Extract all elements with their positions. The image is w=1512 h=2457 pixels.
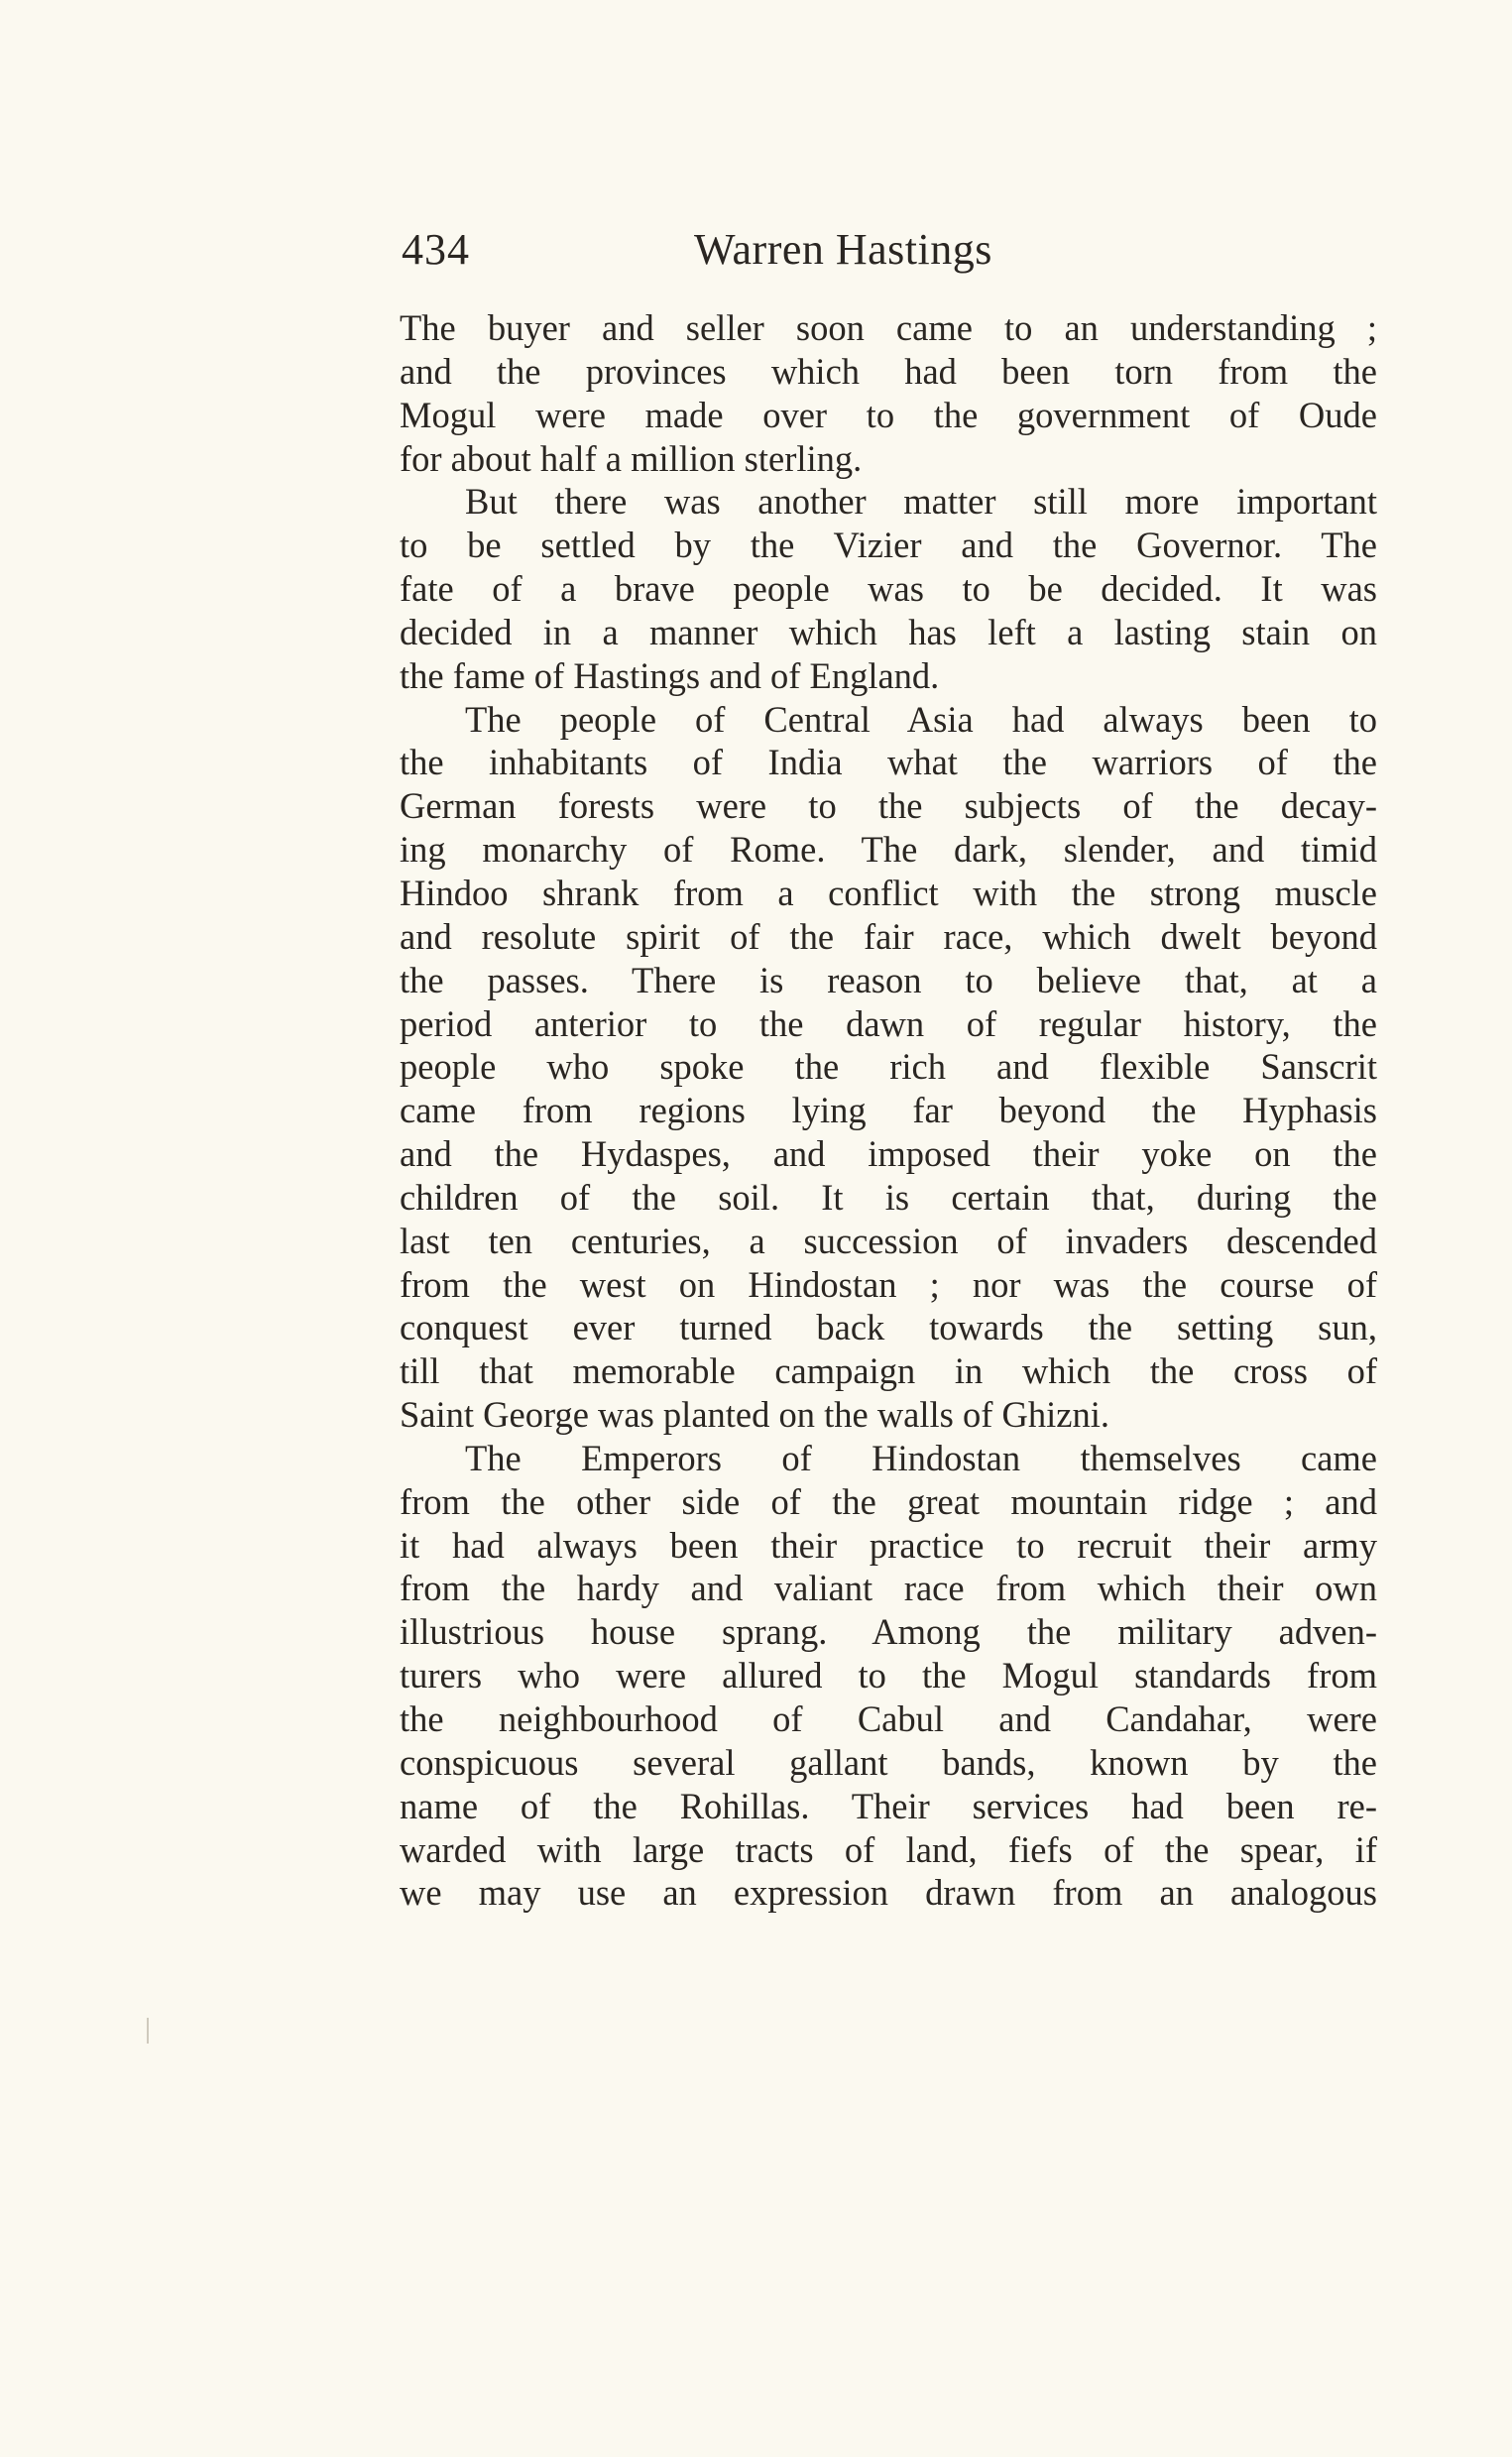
text-line: to be settled by the Vizier and the Governor. The [400,525,1377,566]
running-title: Warren Hastings [694,225,992,274]
paragraph-start-line: But there was another matter still more important [465,481,1377,523]
text-line: the passes. There is reason to believe that, at a [400,959,1377,1000]
text-line: the inhabitants of India what the warriors of the [400,742,1377,783]
text-line: Hindoo shrank from a conflict with the strong muscle [400,872,1377,913]
text-line: people who spoke the rich and flexible Sanscrit [400,1046,1377,1088]
text-line: and the Hydaspes, and imposed their yoke on the [400,1133,1377,1175]
text-line: period anterior to the dawn of regular history, the [400,1002,1377,1044]
text-line: Mogul were made over to the government of Oude [400,394,1377,435]
text-line: turers who were allured to the Mogul standards from [400,1655,1377,1696]
text-line: from the hardy and valiant race from which their own [400,1568,1377,1609]
text-line: for about half a million sterling. [400,437,863,479]
text-line: till that memorable campaign in which the cross of [400,1350,1377,1392]
text-line: German forests were to the subjects of the decay- [400,785,1377,827]
text-line: illustrious house sprang. Among the military adven- [400,1611,1377,1653]
text-line: decided in a manner which has left a lasting stain on [400,611,1377,652]
text-line: we may use an expression drawn from an analogous [400,1872,1377,1914]
text-line: ing monarchy of Rome. The dark, slender, and timid [400,829,1377,871]
text-line: the fame of Hastings and of England. [400,654,940,696]
text-line: and resolute spirit of the fair race, which dwelt beyond [400,915,1377,957]
text-line: fate of a brave people was to be decided. It was [400,568,1377,610]
text-line: children of the soil. It is certain that, during the [400,1176,1377,1218]
running-head [402,220,1086,280]
text-line: warded with large tracts of land, fiefs of the spear, if [400,1828,1377,1870]
paragraph-start-line: The Emperors of Hindostan themselves came [465,1437,1377,1478]
text-line: and the provinces which had been torn from the [400,350,1377,392]
text-line: last ten centuries, a succession of invaders descended [400,1220,1377,1261]
page-number: 434 [402,225,470,274]
text-line: conquest ever turned back towards the setting sun, [400,1307,1377,1348]
text-line: the neighbourhood of Cabul and Candahar, were [400,1698,1377,1739]
text-line: from the west on Hindostan ; nor was the course of [400,1263,1377,1305]
text-line: from the other side of the great mountain ridge ; and [400,1480,1377,1522]
text-line: conspicuous several gallant bands, known by the [400,1741,1377,1783]
paragraph-start-line: The people of Central Asia had always been to [465,698,1377,740]
text-line: came from regions lying far beyond the Hyphasis [400,1090,1377,1131]
text-line: Saint George was planted on the walls of Ghizni. [400,1394,1109,1436]
margin-mark [147,2018,149,2044]
text-line: The buyer and seller soon came to an understanding ; [400,307,1377,348]
text-line: name of the Rohillas. Their services had been re- [400,1785,1377,1826]
body-text [400,306,1377,1915]
text-line: it had always been their practice to recruit their army [400,1524,1377,1566]
